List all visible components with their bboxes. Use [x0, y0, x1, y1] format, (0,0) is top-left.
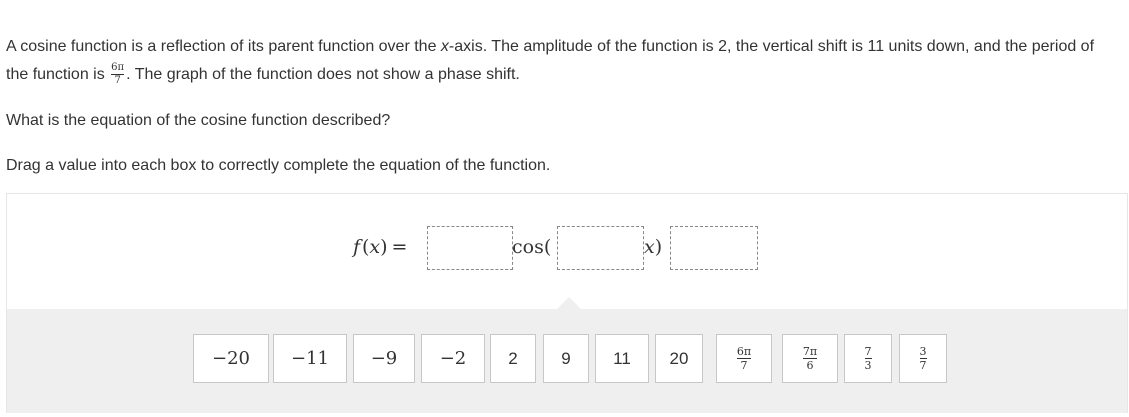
vertical-shift-drop-box[interactable]	[670, 226, 758, 270]
answer-tile[interactable]	[844, 334, 892, 383]
answer-tile[interactable]	[273, 334, 347, 383]
answer-tile[interactable]	[655, 334, 703, 383]
tile-numerator: 7π	[802, 345, 818, 358]
cos-label: cos(	[512, 236, 552, 258]
drag-drop-workspace	[6, 193, 1128, 413]
equation	[7, 226, 1127, 276]
answer-tile[interactable]	[490, 334, 536, 383]
question-prompt: What is the equation of the cosine function described?	[6, 112, 391, 129]
tile-label: −9	[370, 348, 398, 369]
tile-denominator: 7	[740, 359, 748, 372]
tile-fraction	[803, 346, 817, 371]
answer-tile[interactable]	[193, 334, 269, 383]
answer-tile[interactable]	[543, 334, 589, 383]
tile-fraction	[920, 346, 927, 371]
answer-tile[interactable]	[899, 334, 947, 383]
question-text-part: -axis. The amplitude of the function is 2, the vertical shift is 11 units down, and the period of the function is	[6, 38, 1095, 83]
tile-fraction	[865, 346, 872, 371]
tile-numerator: 6π	[736, 345, 752, 358]
answer-tile[interactable]	[716, 334, 772, 383]
tile-numerator: 3	[919, 345, 927, 358]
tile-label: 9	[561, 348, 571, 368]
x-axis-variable: x	[440, 38, 449, 55]
tile-numerator: 7	[864, 345, 872, 358]
period-denominator: 7	[114, 75, 121, 87]
tile-label: 11	[613, 348, 631, 368]
amplitude-drop-box[interactable]	[427, 226, 513, 270]
tile-label: −11	[291, 348, 329, 369]
drag-instruction: Drag a value into each box to correctly complete the equation of the function.	[6, 157, 551, 174]
answer-tile[interactable]	[595, 334, 649, 383]
tray-pointer	[557, 297, 581, 309]
answer-tile[interactable]	[353, 334, 415, 383]
question-text-part: A cosine function is a reflection of its parent function over the	[6, 38, 441, 55]
tile-label: −2	[439, 348, 467, 369]
x-variable: x)	[644, 236, 663, 258]
tile-fraction	[737, 346, 751, 371]
function-label: f (x) =	[353, 236, 408, 258]
frequency-drop-box[interactable]	[557, 226, 644, 270]
tile-denominator: 6	[806, 359, 814, 372]
tile-label: −20	[212, 348, 250, 369]
tile-denominator: 7	[919, 359, 927, 372]
tile-label: 20	[669, 348, 689, 368]
period-numerator: 6π	[111, 62, 125, 74]
tile-denominator: 3	[864, 359, 872, 372]
period-fraction	[111, 63, 124, 86]
tile-label: 2	[508, 348, 518, 368]
question-text	[6, 33, 1116, 89]
answer-tile[interactable]	[782, 334, 838, 383]
answer-tile[interactable]	[421, 334, 485, 383]
question-text-part: . The graph of the function does not show a phase shift.	[126, 66, 520, 83]
